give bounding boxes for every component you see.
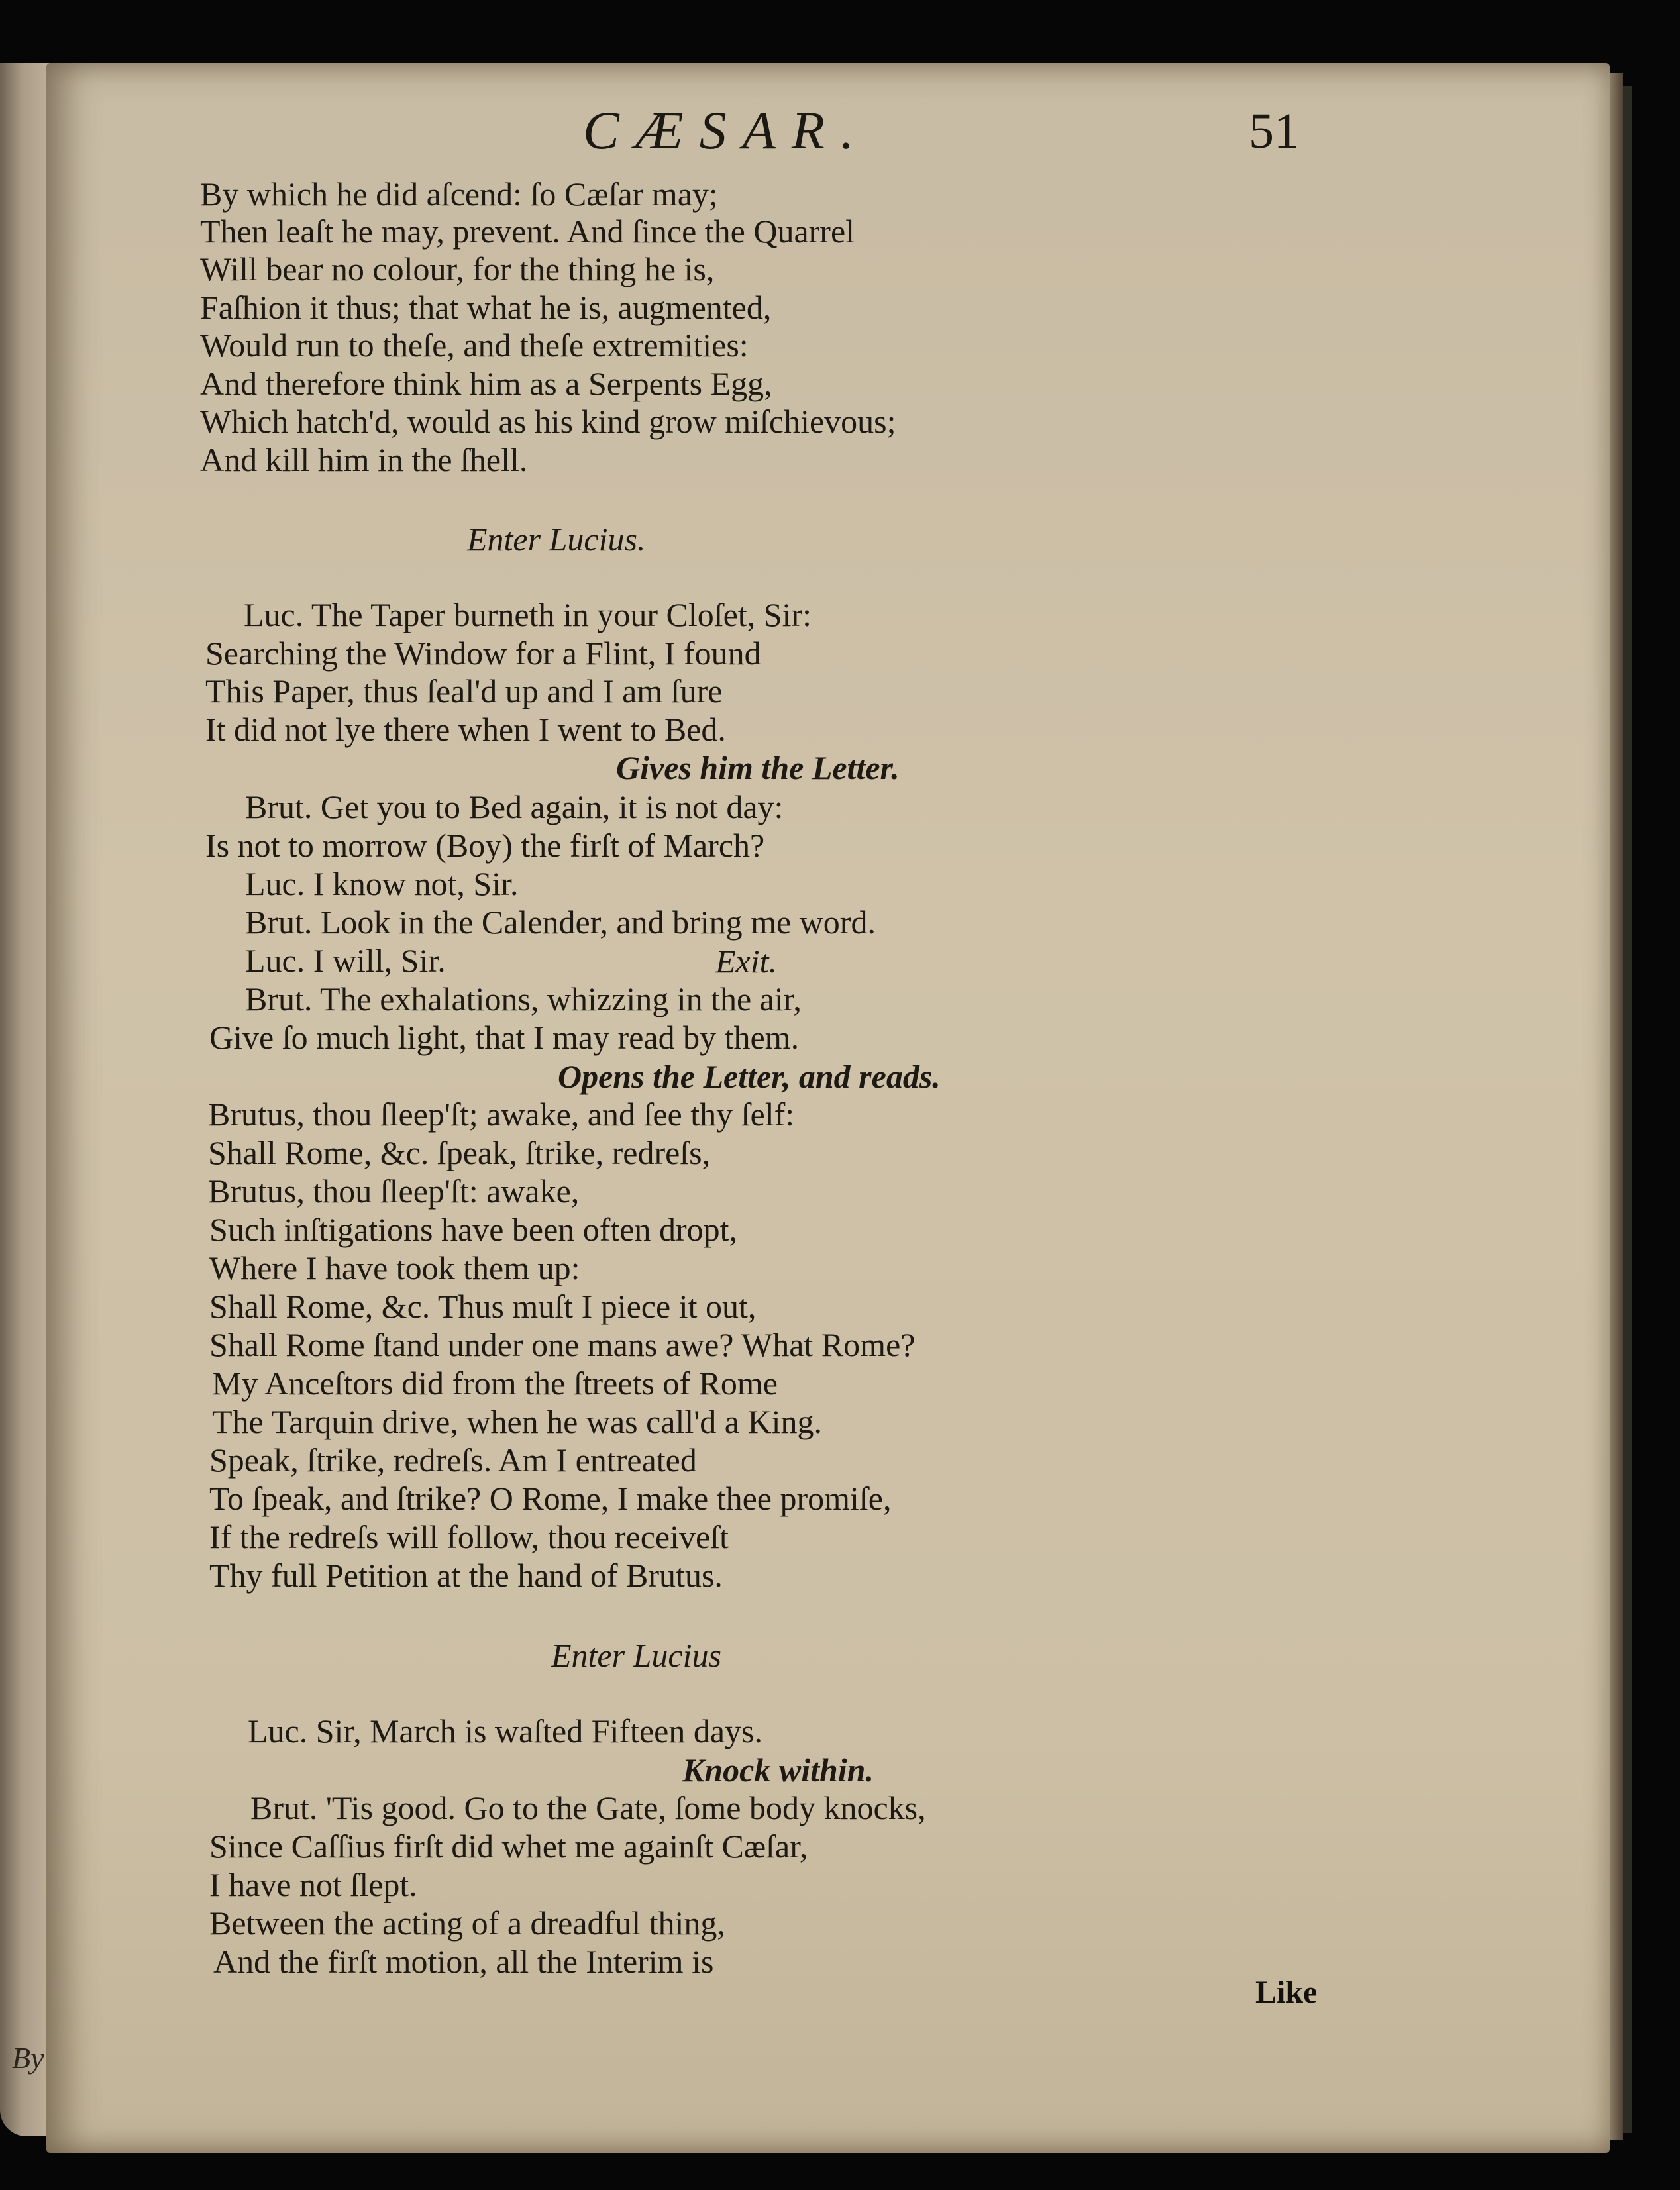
text-line: Brutus, thou ſleep'ſt: awake,	[208, 1173, 580, 1210]
text-line: To ſpeak, and ſtrike? O Rome, I make thee promiſe,	[209, 1480, 892, 1517]
text-line: Brut. Look in the Calender, and bring me word.	[245, 904, 876, 941]
text-line: Luc. I will, Sir.	[245, 942, 446, 979]
text-line: Brut. 'Tis good. Go to the Gate, ſome body knocks,	[250, 1789, 926, 1826]
running-title: CÆSAR.	[583, 100, 870, 160]
text-line: Which hatch'd, would as his kind grow miſchievous;	[200, 403, 896, 440]
text-line: If the redreſs will follow, thou receiveſt	[209, 1518, 729, 1555]
text-line: Then leaſt he may, prevent. And ſince the Quarrel	[200, 213, 855, 250]
text-line: Brut. The exhalations, whizzing in the air,	[245, 980, 802, 1017]
text-line: Luc. I know not, Sir.	[245, 865, 519, 902]
text-line: Luc. The Taper burneth in your Cloſet, Sir:	[244, 596, 812, 633]
text-line: Since Caſſius firſt did whet me againſt Cæſar,	[209, 1828, 808, 1865]
text-line: My Anceſtors did from the ſtreets of Rome	[212, 1365, 778, 1402]
text-line: Luc. Sir, March is waſted Fifteen days.	[248, 1712, 762, 1749]
text-line: Shall Rome, &c. Thus muſt I piece it out,	[209, 1288, 757, 1325]
text-line: Between the acting of a dreadful thing,	[209, 1904, 725, 1942]
catchword: Like	[1255, 1975, 1318, 2010]
text-line: This Paper, thus ſeal'd up and I am ſure	[205, 672, 723, 709]
text-line: And the firſt motion, all the Interim is	[213, 1943, 714, 1980]
book-cover-edge	[1623, 86, 1632, 2133]
text-line: Will bear no colour, for the thing he is,	[200, 250, 715, 287]
text-line: And therefore think him as a Serpents Egg,	[200, 365, 772, 402]
text-line: Would run to theſe, and theſe extremities:	[200, 327, 749, 364]
text-line: Faſhion it thus; that what he is, augmented,	[200, 289, 772, 326]
stage-direction: Enter Lucius.	[467, 521, 646, 558]
text-line: Searching the Window for a Flint, I found	[205, 635, 761, 672]
page-number: 51	[1249, 103, 1299, 159]
text-line: Such inſtigations have been often dropt,	[209, 1211, 738, 1248]
text-line: Give ſo much light, that I may read by them.	[209, 1019, 800, 1056]
text-line: Speak, ſtrike, redreſs. Am I entreated	[209, 1441, 697, 1479]
stage-direction: Exit.	[715, 943, 778, 980]
text-line: Brut. Get you to Bed again, it is not day:	[245, 788, 784, 825]
text-line: The Tarquin drive, when he was call'd a King.	[212, 1403, 822, 1440]
stage-direction: Enter Lucius	[551, 1637, 721, 1674]
text-line: Is not to morrow (Boy) the firſt of March?	[205, 827, 765, 864]
text-line: Brutus, thou ſleep'ſt; awake, and ſee thy ſelf:	[208, 1096, 795, 1133]
text-line: By which he did aſcend: ſo Cæſar may;	[200, 176, 718, 213]
page-edge	[1610, 73, 1623, 2140]
stage-direction: Gives him the Letter.	[616, 749, 900, 786]
text-line: Shall Rome ſtand under one mans awe? What Rome?	[209, 1326, 916, 1363]
text-line: I have not ſlept.	[209, 1866, 417, 1903]
stage-direction: Knock within.	[682, 1751, 874, 1789]
text-line: Thy full Petition at the hand of Brutus.	[209, 1557, 723, 1594]
text-line: And kill him in the ſhell.	[200, 441, 528, 478]
facing-page-catchword: By	[12, 2041, 44, 2075]
text-line: It did not lye there when I went to Bed.	[205, 711, 726, 748]
text-line: Where I have took them up:	[209, 1249, 580, 1286]
stage-direction: Opens the Letter, and reads.	[558, 1058, 941, 1095]
text-line: Shall Rome, &c. ſpeak, ſtrike, redreſs,	[208, 1134, 711, 1171]
